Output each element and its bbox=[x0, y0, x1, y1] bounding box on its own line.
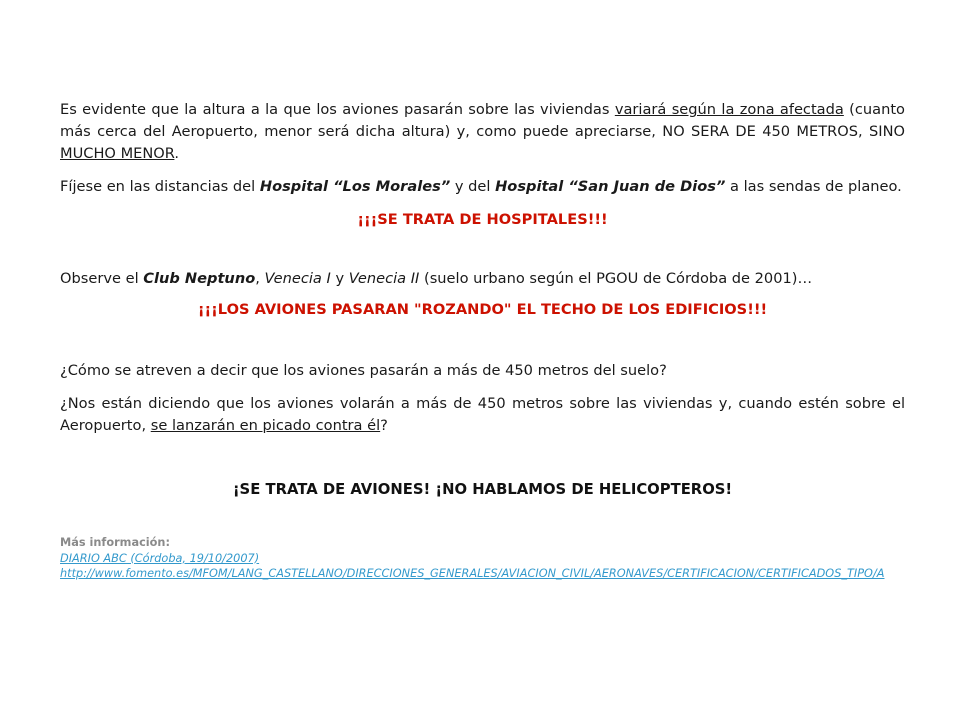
link-diario-abc[interactable]: DIARIO ABC (Córdoba, 19/10/2007) bbox=[60, 551, 260, 565]
text: Observe el bbox=[60, 270, 144, 287]
text: Es evidente que la altura a la que los aviones pasarán sobre las viviendas bbox=[60, 101, 615, 118]
text: a las sendas de planeo. bbox=[725, 178, 902, 195]
headline-aviones: ¡SE TRATA DE AVIONES! ¡NO HABLAMOS DE HELICOPTEROS! bbox=[232, 481, 733, 498]
text: (cuanto más cerca del Aeropuerto, menor será dicha altura) y, como puede apreciarse, NO SERA DE 450 METROS, SINO bbox=[60, 101, 905, 140]
club-neptuno: Club Neptuno bbox=[143, 270, 256, 287]
text: ? bbox=[380, 417, 388, 434]
document-body bbox=[60, 99, 905, 582]
paragraph-pregunta-2 bbox=[60, 393, 905, 437]
text: Fíjese en las distancias del bbox=[60, 178, 260, 195]
underlined-text: variará según la zona afectada bbox=[614, 101, 844, 118]
venecia-ii: Venecia II bbox=[348, 270, 420, 287]
link-fomento[interactable]: http://www.fomento.es/MFOM/LANG_CASTELLANO/DIRECCIONES_GENERALES/AVIACION_CIVIL/AERONAVES/CERTIFICACION/CERTIFICADOS_TIPO/A bbox=[60, 567, 885, 580]
venecia-i: Venecia I bbox=[264, 270, 331, 287]
alert-edificios: ¡¡¡LOS AVIONES PASARAN "ROZANDO" EL TECHO DE LOS EDIFICIOS!!! bbox=[197, 301, 768, 318]
paragraph-hospitales bbox=[60, 176, 905, 198]
hospital-san-juan-de-dios: Hospital “San Juan de Dios” bbox=[495, 178, 726, 195]
more-info-label: Más información: bbox=[60, 536, 170, 549]
hospital-los-morales: Hospital “Los Morales” bbox=[259, 178, 451, 195]
text: , bbox=[255, 270, 265, 287]
paragraph-pregunta-1: ¿Cómo se atreven a decir que los aviones pasarán a más de 450 metros del suelo? bbox=[60, 362, 667, 379]
alert-hospitales: ¡¡¡SE TRATA DE HOSPITALES!!! bbox=[357, 211, 608, 228]
text: y bbox=[330, 270, 349, 287]
text: (suelo urbano según el PGOU de Córdoba de 2001)… bbox=[419, 270, 813, 287]
more-info-section bbox=[60, 535, 905, 582]
text: ¿Nos están diciendo que los aviones volarán a más de 450 metros sobre las viviendas y, cuando estén sobre el Aeropuerto, bbox=[60, 395, 905, 434]
underlined-text: se lanzarán en picado contra él bbox=[150, 417, 381, 434]
paragraph-club-neptuno bbox=[60, 268, 905, 290]
text: . bbox=[174, 145, 180, 162]
paragraph-altura bbox=[60, 99, 905, 165]
underlined-text: MUCHO MENOR bbox=[60, 145, 175, 162]
text: y del bbox=[450, 178, 496, 195]
